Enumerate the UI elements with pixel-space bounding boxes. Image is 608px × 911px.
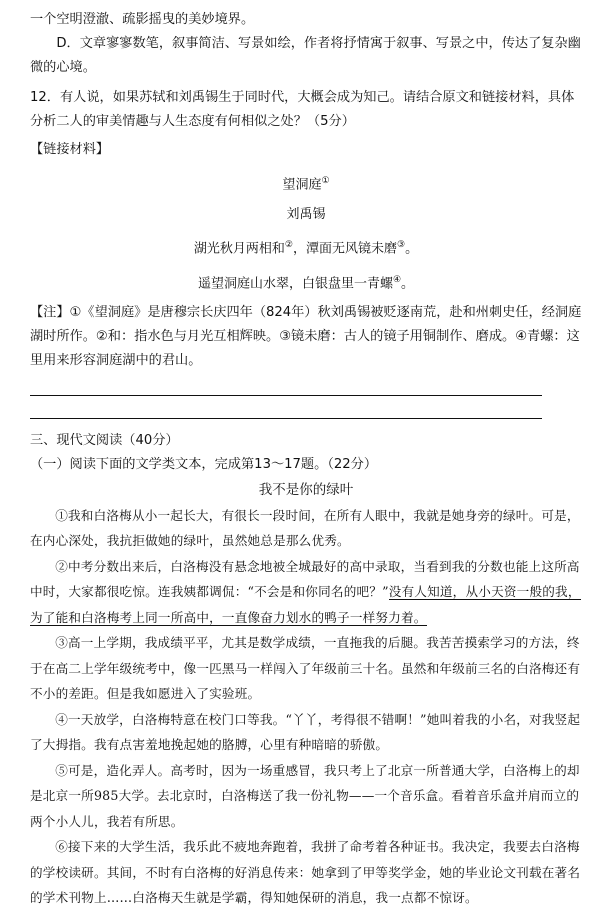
story-paragraph-3: ③高一上学期，我成绩平平，尤其是数学成绩，一直拖我的后腿。我苦苦摸索学习的方法，终于在高二上学年级统考中，像一匹黑马一样闯入了年级前三十名。虽然和年级前三名的白洛梅还有不小的差距。但是我如愿进入了实验班。: [30, 635, 581, 702]
footnote-mark: ①: [321, 176, 330, 186]
footnote-mark: ③: [397, 240, 406, 251]
text-line-top: 一个空明澄澈、疏影摇曳的美妙境界。: [30, 12, 255, 27]
section-sub-heading: （一）阅读下面的文学类文本，完成第13～17题。（22分）: [30, 456, 378, 472]
poem-line-2: 遥望洞庭山水翠，白银盘里一青螺④。: [197, 274, 415, 291]
story-title: 我不是你的绿叶: [258, 481, 354, 498]
story-paragraph-2: ②中考分数出来后，白洛梅没有悬念地被全城最好的高中录取，当看到我的分数也能上这所高中时，大家都很吃惊。连我姨都调侃：“不会是和你同名的吧？”没有人知道，从小天资一般的我，为了能和白洛梅考上同一所高中，一直像奋力划水的鸭子一样努力着。: [30, 558, 581, 625]
poem-notes: 【注】①《望洞庭》是唐穆宗长庆四年（824年）秋刘禹锡被贬逐南荒，赴和州刺史任，经洞庭湖时所作。②和：指水色与月光互相辉映。③镜未磨：古人的镜子用铜制作、磨成。④青螺：这里用来形容洞庭湖中的君山。: [30, 304, 582, 368]
section-heading: 三、现代文阅读（40分）: [30, 432, 179, 448]
story-paragraph-1: ①我和白洛梅从小一起长大，有很长一段时间，在所有人眼中，我就是她身旁的绿叶。可是，在内心深处，我抗拒做她的绿叶，虽然她总是那么优秀。: [30, 507, 580, 549]
poem-author: 刘禹锡: [286, 207, 326, 223]
question-12: 12．有人说，如果苏轼和刘禹锡生于同时代，大概会成为知己。请结合原文和链接材料，具体分析二人的审美情趣与人生态度有何相似之处？（5分）: [30, 90, 575, 129]
underlined-sentence: 没有人知道，从小天资一般的我，为了能和白洛梅考上同一所高中，一直像奋力划水的鸭子一样努力着。: [30, 584, 581, 625]
poem-title: 望洞庭①: [282, 176, 330, 193]
footnote-mark: ②: [284, 240, 293, 251]
link-material-label: 【链接材料】: [30, 142, 110, 157]
story-paragraph-4: ④一天放学，白洛梅特意在校门口等我。“丫丫，考得很不错啊！”她叫着我的小名，对我竖起了大拇指。我有点害羞地挽起她的胳膊，心里有种暗暗的骄傲。: [30, 711, 581, 753]
story-paragraph-6: ⑥接下来的大学生活，我乐此不疲地奔跑着，我拼了命考着各种证书。我决定，我要去白洛梅的学校读研。其间，不时有白洛梅的好消息传来：她拿到了甲等奖学金，她的毕业论文刊载在著名的学术刊物上……白洛梅天生就是学霸，得知她保研的消息，我一点都不惊讶。: [30, 839, 581, 906]
answer-line-1[interactable]: [30, 373, 542, 396]
poem-line-1: 湖光秋月两相和②，潭面无风镜未磨③。: [193, 240, 419, 257]
poem-block: [30, 166, 582, 299]
option-d: D．文章寥寥数笔，叙事简洁、写景如绘，作者将抒情寓于叙事、写景之中，传达了复杂幽微的心境。: [30, 36, 581, 75]
story-paragraph-5: ⑤可是，造化弄人。高考时，因为一场重感冒，我只考上了北京一所普通大学，白洛梅上的却是北京一所985大学。去北京时，白洛梅送了我一份礼物——一个音乐盒。看着音乐盒并肩而立的两个小人儿，我若有所思。: [30, 762, 580, 829]
footnote-mark: ④: [392, 274, 402, 285]
answer-line-2[interactable]: [30, 396, 542, 419]
